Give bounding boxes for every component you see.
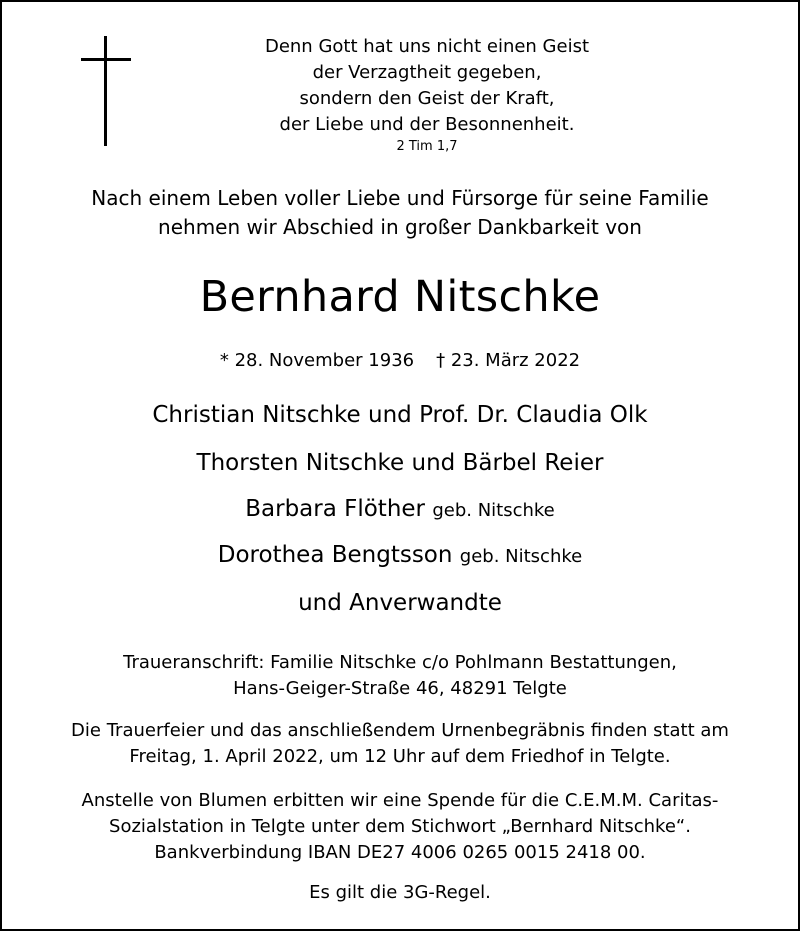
intro-line: nehmen wir Abschied in großer Dankbarkeit von — [158, 215, 642, 239]
mourner-name: und Anverwandte — [298, 590, 502, 616]
mourner-name: Dorothea Bengtsson — [217, 542, 453, 568]
mourner-name: Thorsten Nitschke und Bärbel Reier — [196, 450, 604, 476]
mourner-line — [2, 542, 798, 568]
donation-line: Bankverbindung IBAN DE27 4006 0265 0015 2418 00. — [154, 842, 646, 863]
ceremony-line: Freitag, 1. April 2022, um 12 Uhr auf dem Friedhof in Telgte. — [129, 746, 671, 767]
donation-line: Sozialstation in Telgte unter dem Stichwort „Bernhard Nitschke“. — [109, 816, 691, 837]
life-dates — [2, 350, 798, 371]
mourner-name: Christian Nitschke und Prof. Dr. Claudia Olk — [152, 402, 648, 428]
mourner-line — [2, 402, 798, 428]
deceased-name: Bernhard Nitschke — [199, 272, 601, 322]
verse-line: Denn Gott hat uns nicht einen Geist — [264, 36, 590, 57]
birth-date: * 28. November 1936 — [219, 350, 415, 371]
mourner-line — [2, 590, 798, 616]
covid-rule: Es gilt die 3G-Regel. — [309, 882, 491, 903]
mourner-line — [2, 450, 798, 476]
verse-line: sondern den Geist der Kraft, — [299, 88, 555, 109]
mourner-line — [2, 496, 798, 522]
verse-reference: 2 Tim 1,7 — [396, 139, 458, 154]
address-line: Traueranschrift: Familie Nitschke c/o Pohlmann Bestattungen, — [123, 652, 677, 673]
donation-line: Anstelle von Blumen erbitten wir eine Spende für die C.E.M.M. Caritas- — [81, 790, 719, 811]
death-date: † 23. März 2022 — [436, 350, 581, 371]
mourner-note: geb. Nitschke — [459, 546, 583, 567]
verse-line: der Verzagtheit gegeben, — [312, 62, 542, 83]
address-line: Hans-Geiger-Straße 46, 48291 Telgte — [233, 678, 567, 699]
ceremony-line: Die Trauerfeier und das anschließendem Urnenbegräbnis finden statt am — [71, 720, 729, 741]
intro-line: Nach einem Leben voller Liebe und Fürsorge für seine Familie — [91, 186, 709, 210]
mourner-name: Barbara Flöther — [245, 496, 426, 522]
mourner-note: geb. Nitschke — [432, 500, 555, 521]
verse-line: der Liebe und der Besonnenheit. — [279, 114, 575, 135]
